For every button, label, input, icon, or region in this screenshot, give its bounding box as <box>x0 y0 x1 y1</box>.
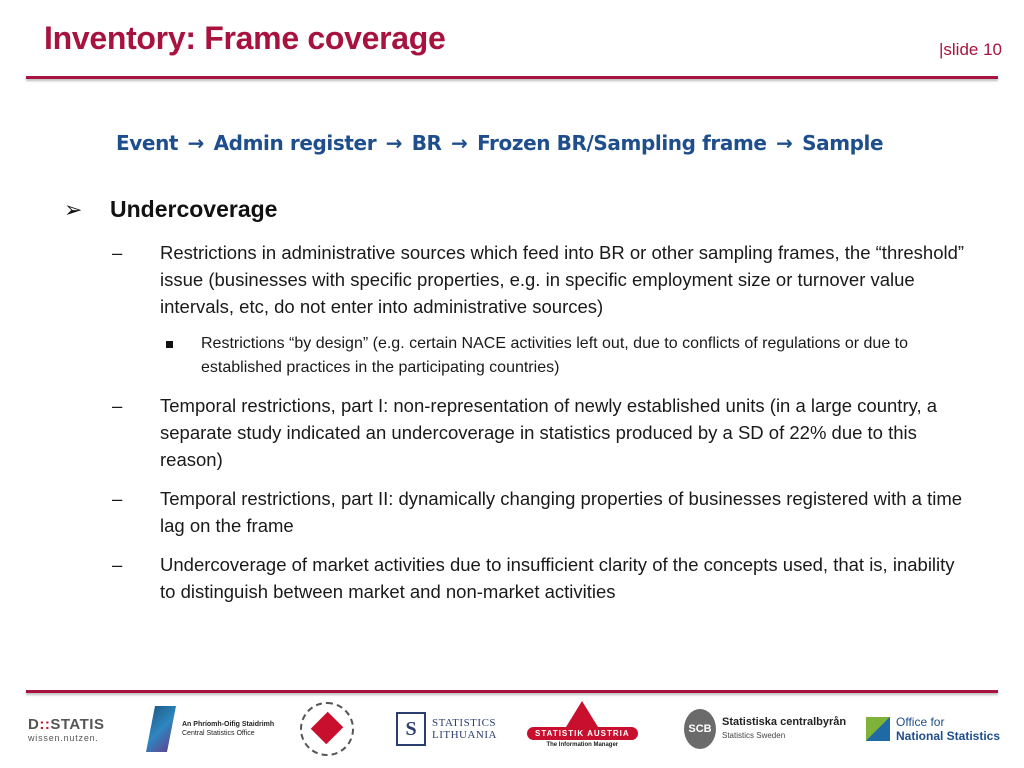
ons-line2: National Statistics <box>896 729 1001 743</box>
heading-undercoverage <box>64 196 277 223</box>
destatis-tagline: wissen.nutzen. <box>28 732 99 743</box>
dash-bullet: – <box>112 488 123 509</box>
scb-mark-icon: SCB <box>684 709 716 749</box>
cso-logo <box>146 701 274 757</box>
lithuania-line2: LITHUANIA <box>432 729 497 741</box>
dash-bullet: – <box>112 242 123 263</box>
list-item-text: Undercoverage of market activities due to insufficient clarity of the concepts used, that is, inability to distinguish between market and non-market activities <box>160 554 955 602</box>
partner-logos <box>0 695 1024 768</box>
lithuania-mark-icon: S <box>396 712 426 746</box>
arrow-right-icon: → <box>187 131 205 155</box>
ons-mark-icon <box>866 717 890 741</box>
destatis-logo-text: STATIS <box>50 715 105 733</box>
seal-icon <box>300 702 354 756</box>
austria-triangle-icon <box>566 701 598 727</box>
austria-tagline: The Information Manager <box>546 742 619 748</box>
cso-mark-icon <box>146 706 176 752</box>
destatis-logo-text: D <box>28 715 40 733</box>
sub-list-item-text: Restrictions “by design” (e.g. certain NACE activities left out, due to conflicts of regulations or due to established practices in the participating countries) <box>201 335 908 376</box>
arrow-right-icon: → <box>451 131 468 155</box>
scb-subname: Statistics Sweden <box>722 731 786 740</box>
arrow-right-icon: → <box>385 131 403 155</box>
austria-band: STATISTIK AUSTRIA <box>527 727 638 740</box>
dash-bullet: – <box>112 554 123 575</box>
flow-step-event: Event <box>116 131 179 155</box>
heading-text: Undercoverage <box>110 196 278 222</box>
arrow-right-icon: → <box>776 131 793 155</box>
list-item-text: Temporal restrictions, part II: dynamically changing properties of businesses registered with a time lag on the frame <box>160 488 963 536</box>
cso-name: An Phríomh-Oifig Staidrimh <box>182 721 275 728</box>
top-divider <box>26 76 998 79</box>
lithuania-line1: STATISTICS <box>432 717 497 729</box>
scb-logo <box>684 701 846 757</box>
flow-step-sample: Sample <box>802 131 884 155</box>
seal-logo <box>300 701 354 757</box>
statistics-lithuania-logo <box>396 701 497 757</box>
slide-number: |slide 10 <box>938 40 1002 59</box>
list-item-text: Restrictions in administrative sources which feed into BR or other sampling frames, the “threshold” issue (businesses with specific properties, e.g. in specific employment size or turnover value intervals, etc, do not enter into administrative sources) <box>160 242 965 317</box>
square-bullet-icon <box>166 341 173 348</box>
process-flow <box>116 131 883 155</box>
scb-name: Statistiska centralbyrån <box>722 716 847 728</box>
ons-logo <box>866 701 1000 757</box>
statistik-austria-logo <box>527 701 638 757</box>
cso-subname: Central Statistics Office <box>182 730 255 737</box>
arrow-bullet-icon: ➢ <box>64 197 83 222</box>
dash-bullet: – <box>112 395 123 416</box>
destatis-logo-mark: :: <box>39 715 51 733</box>
list-item-text: Temporal restrictions, part I: non-representation of newly established units (in a large country, a separate study indicated an undercoverage in statistics produced by a SD of 22% due to this reason) <box>160 395 938 470</box>
destatis-logo <box>28 701 104 757</box>
flow-step-frozen-br: Frozen BR/Sampling frame <box>477 131 767 155</box>
flow-step-admin-register: Admin register <box>213 131 377 155</box>
bottom-divider <box>26 690 998 693</box>
flow-step-br: BR <box>411 131 442 155</box>
slide-title: Inventory: Frame coverage <box>44 20 446 56</box>
ons-line1: Office for <box>896 715 945 729</box>
